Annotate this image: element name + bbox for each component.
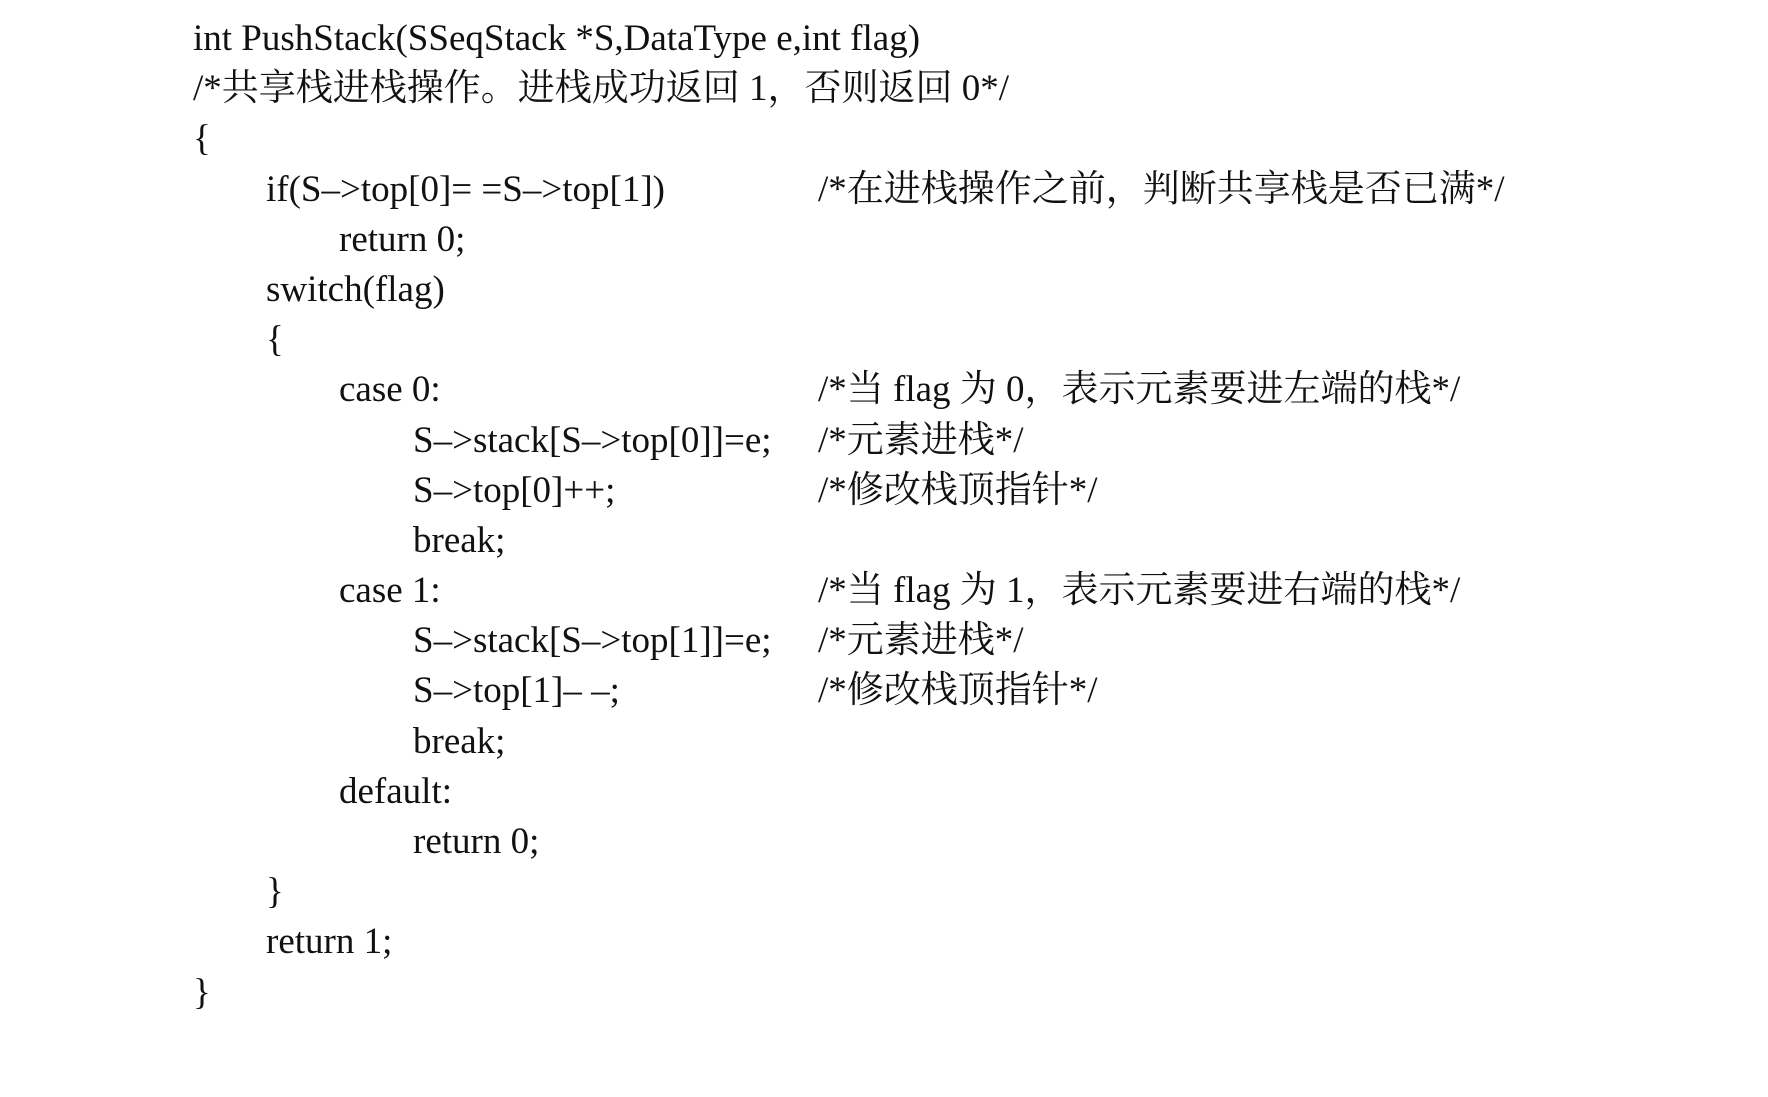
code-line [0, 315, 1768, 365]
code-line [0, 64, 1768, 114]
code-line [0, 968, 1768, 1018]
inline-comment: /*在进栈操作之前，判断共享栈是否已满*/ [818, 168, 1505, 210]
code-line [0, 666, 1768, 716]
code-line [0, 466, 1768, 516]
code-line [0, 717, 1768, 767]
code-line [0, 917, 1768, 967]
inline-comment: /*当 flag 为 1，表示元素要进右端的栈*/ [818, 570, 1461, 612]
code-line [0, 215, 1768, 265]
close-brace: } [193, 971, 211, 1013]
open-brace: { [193, 118, 211, 160]
code-text: return 0; [339, 218, 466, 260]
code-text: default: [339, 770, 453, 812]
code-text: S–>stack[S–>top[0]]=e; [413, 419, 772, 461]
code-comment-text: /*共享栈进栈操作。进栈成功返回 1，否则返回 0*/ [193, 68, 1010, 110]
code-line [0, 365, 1768, 415]
code-line [0, 14, 1768, 64]
inline-comment: /*修改栈顶指针*/ [818, 670, 1098, 712]
open-brace: { [266, 319, 284, 361]
code-line [0, 616, 1768, 666]
code-text: case 0: [339, 369, 441, 411]
code-text: S–>top[0]++; [413, 469, 616, 511]
code-line [0, 516, 1768, 566]
code-text: S–>stack[S–>top[1]]=e; [413, 620, 772, 662]
code-text: if(S–>top[0]= =S–>top[1]) [266, 168, 665, 210]
inline-comment: /*当 flag 为 0，表示元素要进左端的栈*/ [818, 369, 1461, 411]
code-line [0, 867, 1768, 917]
code-line [0, 165, 1768, 215]
inline-comment: /*元素进栈*/ [818, 620, 1024, 662]
inline-comment: /*元素进栈*/ [818, 419, 1024, 461]
code-text: case 1: [339, 570, 441, 612]
code-text: S–>top[1]– –; [413, 670, 620, 712]
code-line [0, 566, 1768, 616]
code-line [0, 767, 1768, 817]
code-text: break; [413, 519, 506, 561]
close-brace: } [266, 871, 284, 913]
code-line [0, 416, 1768, 466]
code-line [0, 265, 1768, 315]
code-text: return 1; [266, 921, 393, 963]
code-text: switch(flag) [266, 268, 445, 310]
code-text: break; [413, 720, 506, 762]
code-line [0, 817, 1768, 867]
code-listing [0, 14, 1768, 1018]
code-text: return 0; [413, 821, 540, 862]
code-text: int PushStack(SSeqStack *S,DataType e,int flag) [193, 18, 921, 59]
code-line [0, 114, 1768, 164]
inline-comment: /*修改栈顶指针*/ [818, 469, 1098, 511]
